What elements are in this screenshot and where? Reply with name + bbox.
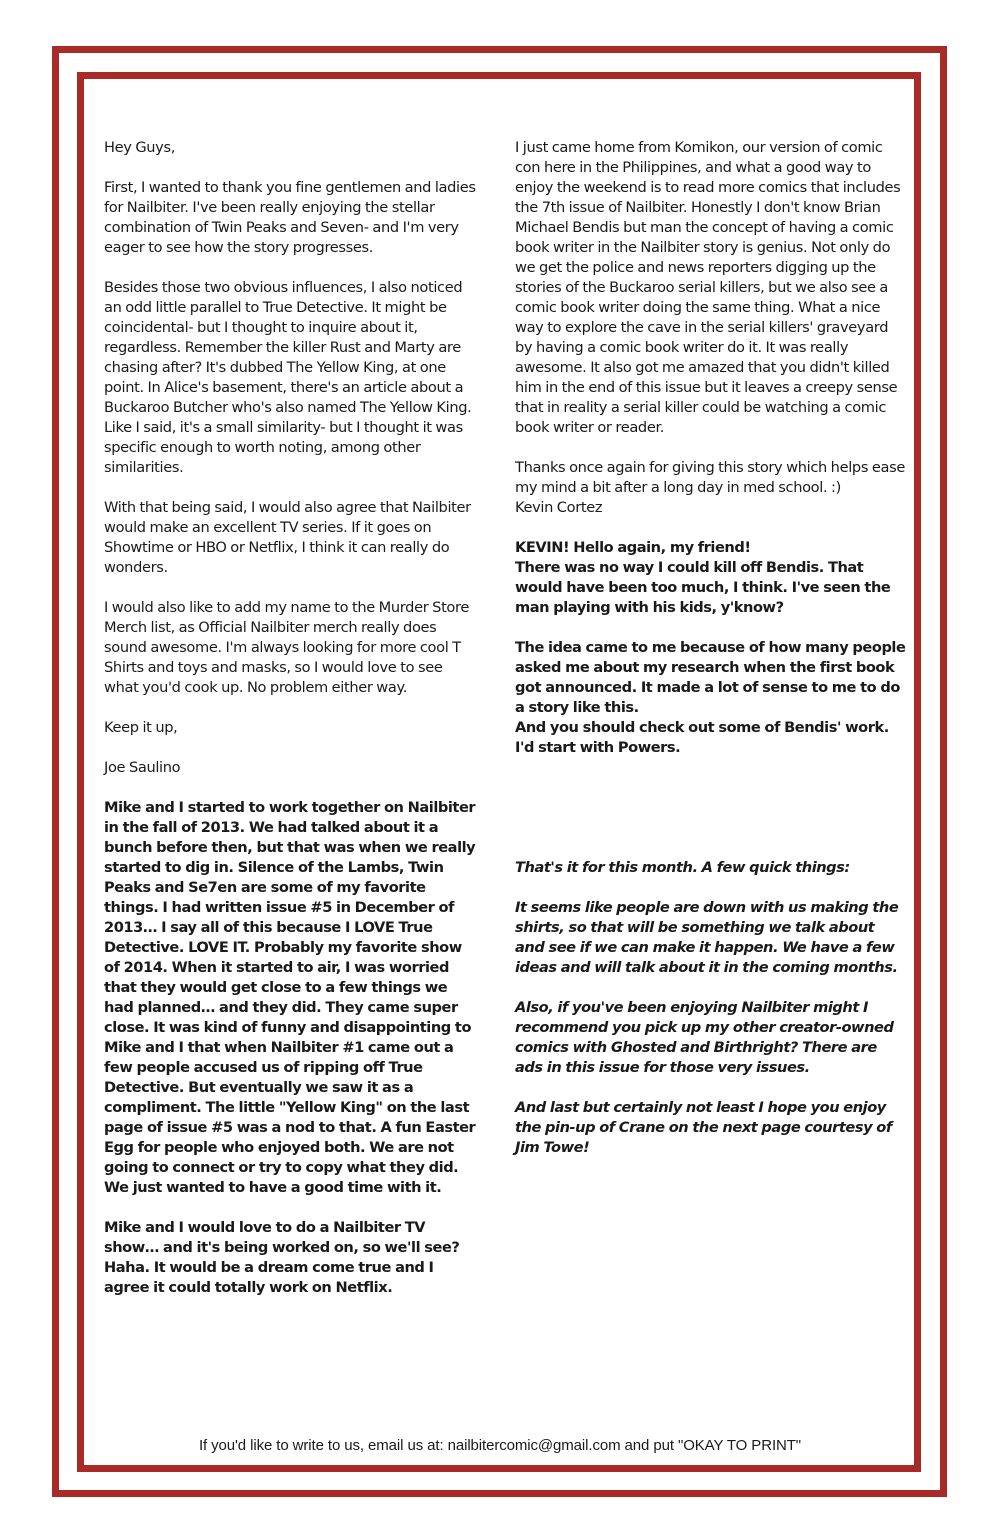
sign-off-item: Also, if you've been enjoying Nailbiter might I recommend you pick up my other creator-owned comics with Ghosted and Birthright? There are ads in this issue for those very issues. [515,999,894,1076]
sign-off-item: And last but certainly not least I hope you enjoy the pin-up of Crane on the next page courtesy of Jim Towe! [515,1099,892,1156]
reply-line: And you should check out some of Bendis' work. I'd start with Powers. [515,719,889,756]
contact-footer: If you'd like to write to us, email us at: nailbitercomic@gmail.com and put "OKAY TO PRINT" [198,1437,802,1454]
letter-closing-block [515,458,907,518]
letter-signature: Joe Saulino [104,759,181,776]
editor-reply-block [515,638,907,758]
reply-opening: KEVIN! Hello again, my friend! [515,539,751,556]
left-column [104,138,480,1318]
letter-paragraph: First, I wanted to thank you fine gentlemen and ladies for Nailbiter. I've been really enjoying the stellar combination of Twin Peaks and Seven- and I'm very eager to see how the story progresses. [104,179,476,256]
sign-off-item: It seems like people are down with us making the shirts, so that will be something we talk about and see if we can make it happen. We have a few ideas and will talk about it in the coming months. [515,899,899,976]
reply-line: The idea came to me because of how many people asked me about my research when the first book got announced. It made a lot of sense to me to do a story like this. [515,639,906,716]
letter-paragraph: I just came home from Komikon, our version of comic con here in the Philippines, and what a good way to enjoy the weekend is to read more comics that includes the 7th issue of Nailbiter. Honestly I don't know Brian Michael Bendis but man the concept of having a comic book writer in the Nailbiter story is genius. Not only do we get the police and news reporters digging up the stories of the Buckaroo serial killers, but we also see a comic book writer doing the same thing. What a nice way to explore the cave in the serial killers' graveyard by having a comic book writer do it. It was really awesome. It also got me amazed that you didn't killed him in the end of this issue but it leaves a creepy sense that in reality a serial killer could be watching a comic book writer or reader. [515,139,901,436]
editor-reply-paragraph: Mike and I would love to do a Nailbiter TV show… and it's being worked on, so we'll see? Haha. It would be a dream come true and I agree it could totally work on Netflix. [104,1219,460,1296]
reply-line: There was no way I could kill off Bendis. That would have been too much, I think. I've seen the man playing with his kids, y'know? [515,559,891,616]
letter-paragraph: I would also like to add my name to the Murder Store Merch list, as Official Nailbiter merch really does sound awesome. I'm always looking for more cool T Shirts and toys and masks, so I would love to see what you'd cook up. No problem either way. [104,599,469,696]
letter-paragraph: Besides those two obvious influences, I also noticed an odd little parallel to True Detective. It might be coincidental- but I thought to inquire about it, regardless. Remember the killer Rust and Marty are chasing after? It's dubbed The Yellow King, at one point. In Alice's basement, there's an article about a Buckaroo Butcher who's also named The Yellow King. Like I said, it's a small similarity- but I thought it was specific enough to worth noting, among other similarities. [104,279,472,476]
letter-closing: Keep it up, [104,719,178,736]
letter-closing: Thanks once again for giving this story which helps ease my mind a bit after a long day in med school. :) [515,459,905,496]
letter-paragraph: With that being said, I would also agree that Nailbiter would make an excellent TV series. If it goes on Showtime or HBO or Netflix, I think it can really do wonders. [104,499,471,576]
right-column [515,138,907,1178]
letter-signature: Kevin Cortez [515,499,603,516]
letter-greeting: Hey Guys, [104,139,176,156]
sign-off-intro: That's it for this month. A few quick things: [515,859,850,876]
editor-reply-paragraph: Mike and I started to work together on Nailbiter in the fall of 2013. We had talked about it a bunch before then, but that was when we really started to dig in. Silence of the Lambs, Twin Peaks and Se7en are some of my favorite things. I had written issue #5 in December of 2013… I say all of this because I LOVE True Detective. LOVE IT. Probably my favorite show of 2014. When it started to air, I was worried that they would get close to a few things we had planned… and they did. They came super close. It was kind of funny and disappointing to Mike and I that when Nailbiter #1 came out a few people accused us of ripping off True Detective. But eventually we saw it as a compliment. The little "Yellow King" on the last page of issue #5 was a nod to that. A fun Easter Egg for people who enjoyed both. We are not going to connect or try to copy what they did. We just wanted to have a good time with it. [104,799,476,1196]
spacer [515,778,907,858]
editor-reply-block [515,538,907,618]
